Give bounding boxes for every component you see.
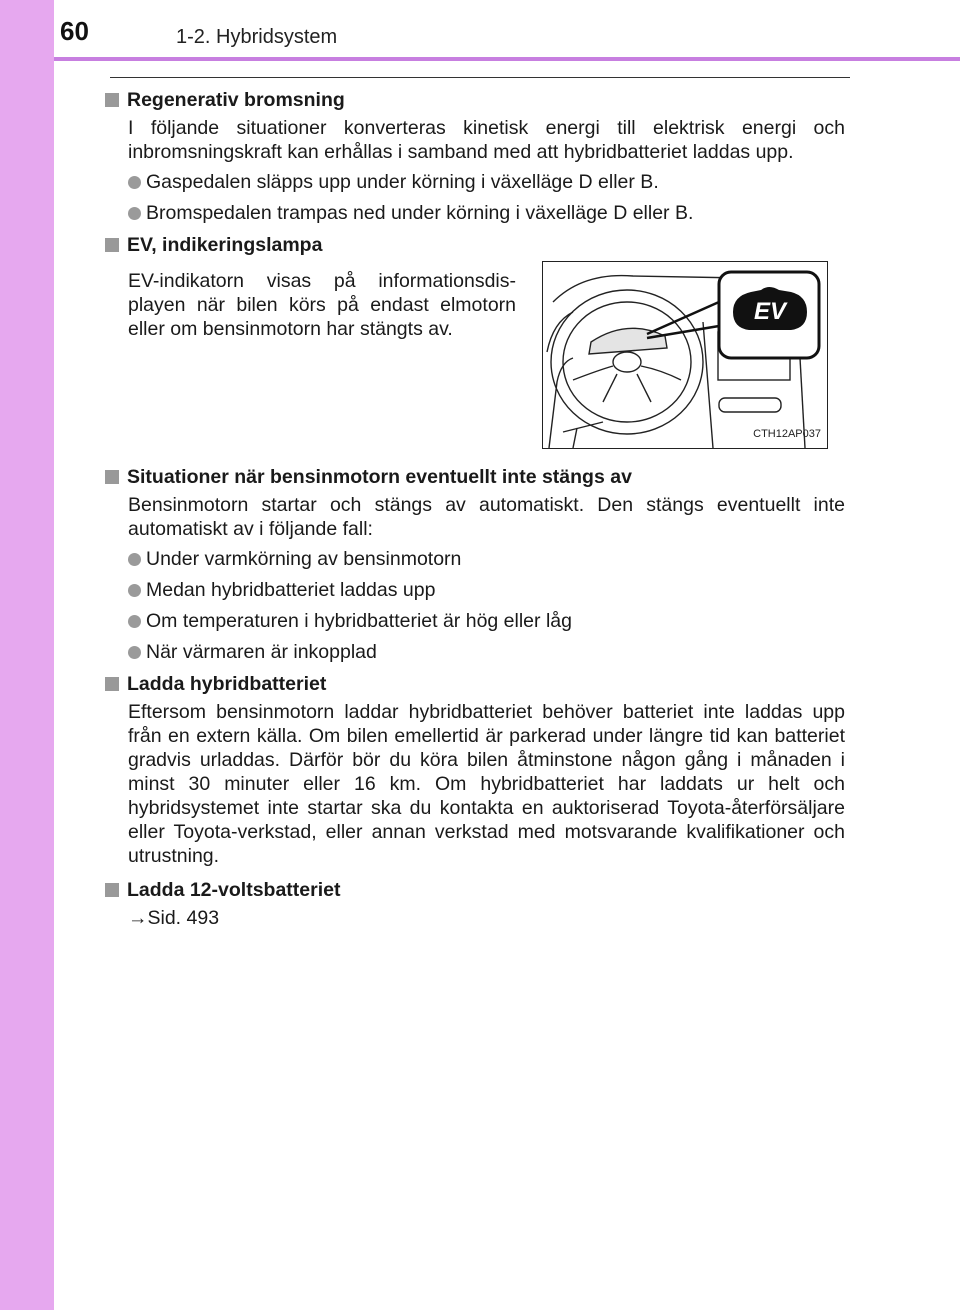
page-header (0, 0, 960, 60)
list-item: Gaspedalen släpps upp under körning i växelläge D eller B. (128, 170, 845, 194)
sidebar-tab (0, 0, 54, 1310)
section-heading-charge-12v: Ladda 12-voltsbatteriet (105, 878, 845, 902)
section-heading-engine: Situationer när bensinmotorn eventuellt inte stängs av (105, 465, 845, 489)
page-number: 60 (60, 16, 89, 46)
square-bullet-icon (105, 93, 119, 107)
figure-code: CTH12AP037 (753, 428, 821, 440)
round-bullet-icon (128, 646, 141, 659)
chapter-title: 1-2. Hybridsystem (176, 26, 338, 48)
square-bullet-icon (105, 238, 119, 252)
list-item: När värmaren är inkopplad (128, 640, 845, 664)
header-sidebar-cap (0, 0, 54, 60)
round-bullet-icon (128, 553, 141, 566)
list-item: Medan hybridbatteriet laddas upp (128, 578, 845, 602)
ev-row (128, 261, 845, 449)
square-bullet-icon (105, 883, 119, 897)
dashboard-drawing (543, 262, 827, 448)
ev-indicator-label: EV (753, 298, 787, 325)
charge-hybrid-body: Eftersom bensinmotorn laddar hybridbatteriet behöver batteriet inte laddas upp från en extern källa. Om bilen emellertid är parkerad under längre tid kan batteriet gradvis urladdas. Därför bör du köra bilen åtminstone någon gång i månaden i minst 30 minuter eller 16 km. Om hybridbatteriet har laddats ur helt och hybridsystemet inte startar ska du kontakta en auktoriserad Toyota-återförsäljare eller Toyota-verkstad, eller annan verkstad med motsvarande kvalifikationer och utrustning. (128, 701, 845, 867)
ev-dashboard-illustration (542, 261, 828, 449)
content-top-rule (110, 77, 850, 78)
section-heading-charge-hybrid: Ladda hybridbatteriet (105, 672, 845, 696)
round-bullet-icon (128, 615, 141, 628)
list-item: Om temperaturen i hybridbatteriet är hög eller låg (128, 609, 845, 633)
square-bullet-icon (105, 470, 119, 484)
square-bullet-icon (105, 677, 119, 691)
ev-body: EV-indikatorn visas på informationsdis-playen när bilen körs på endast elmotorn eller om bensinmotorn har stängts av. (128, 270, 516, 340)
page-content (105, 88, 845, 930)
list-item: Bromspedalen trampas ned under körning i växelläge D eller B. (128, 201, 845, 225)
round-bullet-icon (128, 176, 141, 189)
regen-body: I följande situationer konverteras kinetisk energi till elektrisk energi och inbromsningskraft kan erhållas i samband med att hybridbatteriet laddas upp. (128, 117, 845, 163)
engine-body: Bensinmotorn startar och stängs av automatiskt. Den stängs eventuellt inte automatiskt av i följande fall: (128, 494, 845, 540)
round-bullet-icon (128, 207, 141, 220)
section-heading-ev: EV, indikeringslampa (105, 233, 845, 257)
page-reference-link[interactable]: →Sid. 493 (128, 907, 220, 929)
header-rule (54, 57, 960, 61)
list-item: Under varmkörning av bensinmotorn (128, 547, 845, 571)
section-heading-regen: Regenerativ bromsning (105, 88, 845, 112)
round-bullet-icon (128, 584, 141, 597)
